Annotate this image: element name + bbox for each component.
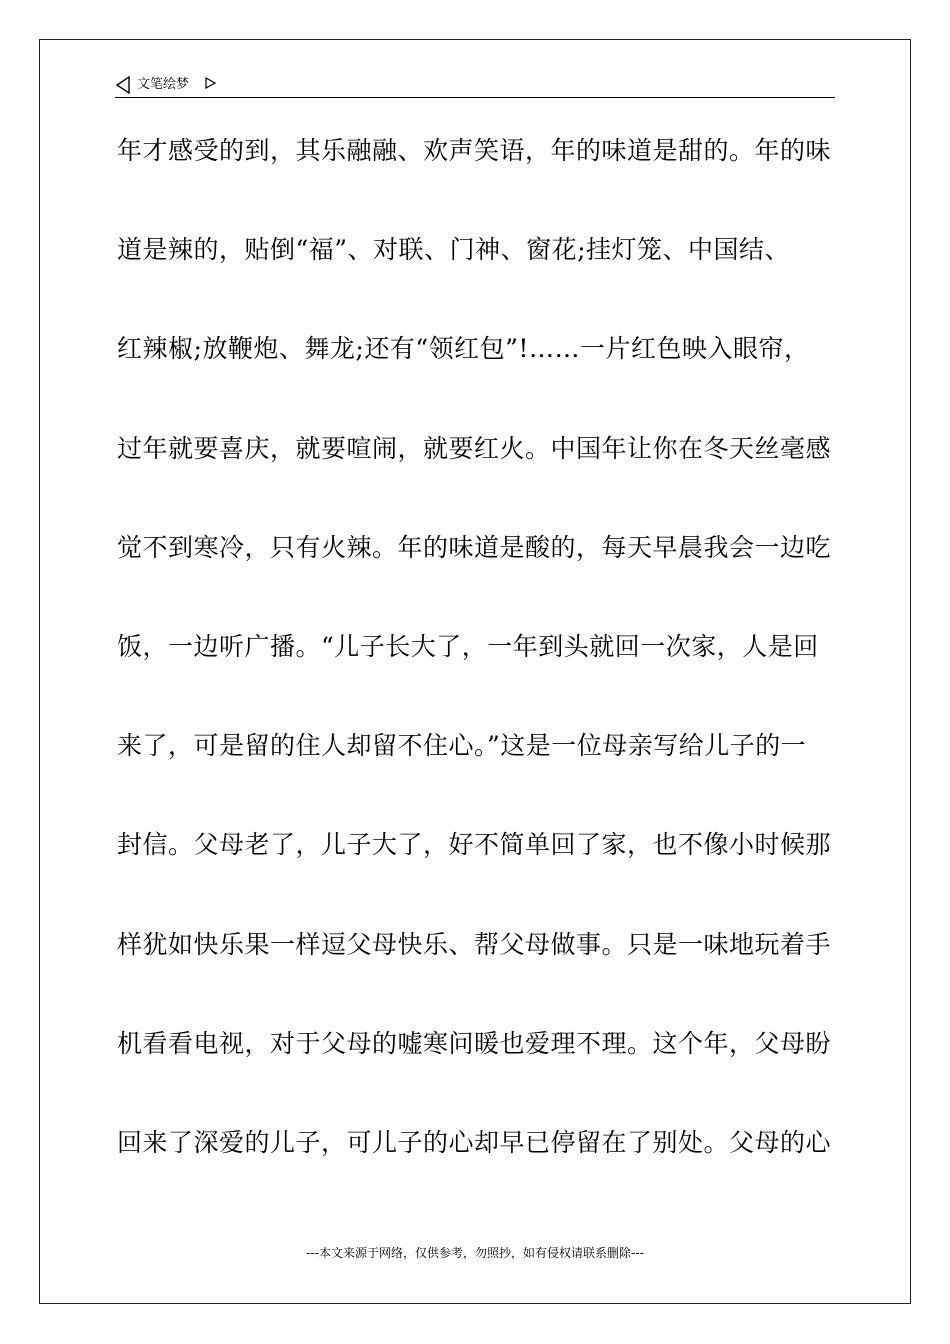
header-title: 文笔绘梦 <box>137 77 190 92</box>
text-line: 饭，一边听广播。“儿子长大了，一年到头就回一次家，人是回 <box>117 631 819 661</box>
triangle-right-icon <box>205 77 216 89</box>
text-line: 红辣椒;放鞭炮、舞龙;还有“领红包”!……一片红色映入眼帘， <box>117 334 810 364</box>
text-line: 回来了深爱的儿子，可儿子的心却早已停留在了别处。父母的心 <box>117 1127 832 1157</box>
text-line: 觉不到寒冷，只有火辣。年的味道是酸的，每天早晨我会一边吃 <box>117 532 832 562</box>
text-line: 来了，可是留的住人却留不住心。”这是一位母亲写给儿子的一 <box>117 731 807 761</box>
triangle-left-icon <box>115 76 131 94</box>
page-footer: ---本文来源于网络，仅供参考，勿照抄，如有侵权请联系删除--- <box>306 1246 644 1260</box>
text-line: 过年就要喜庆，就要喧闹，就要红火。中国年让你在冬天丝毫感 <box>117 433 832 463</box>
page-header <box>115 74 835 98</box>
text-line: 样犹如快乐果一样逗父母快乐、帮父母做事。只是一味地玩着手 <box>117 929 832 959</box>
text-line: 年才感受的到，其乐融融、欢声笑语，年的味道是甜的。年的味 <box>117 136 832 165</box>
text-line: 机看看电视，对于父母的嘘寒问暖也爱理不理。这个年，父母盼 <box>117 1028 832 1058</box>
body-text <box>117 127 837 1218</box>
text-line: 封信。父母老了，儿子大了，好不简单回了家，也不像小时候那 <box>117 830 832 860</box>
text-line: 道是辣的，贴倒“福”、对联、门神、窗花;挂灯笼、中国结、 <box>117 235 790 265</box>
